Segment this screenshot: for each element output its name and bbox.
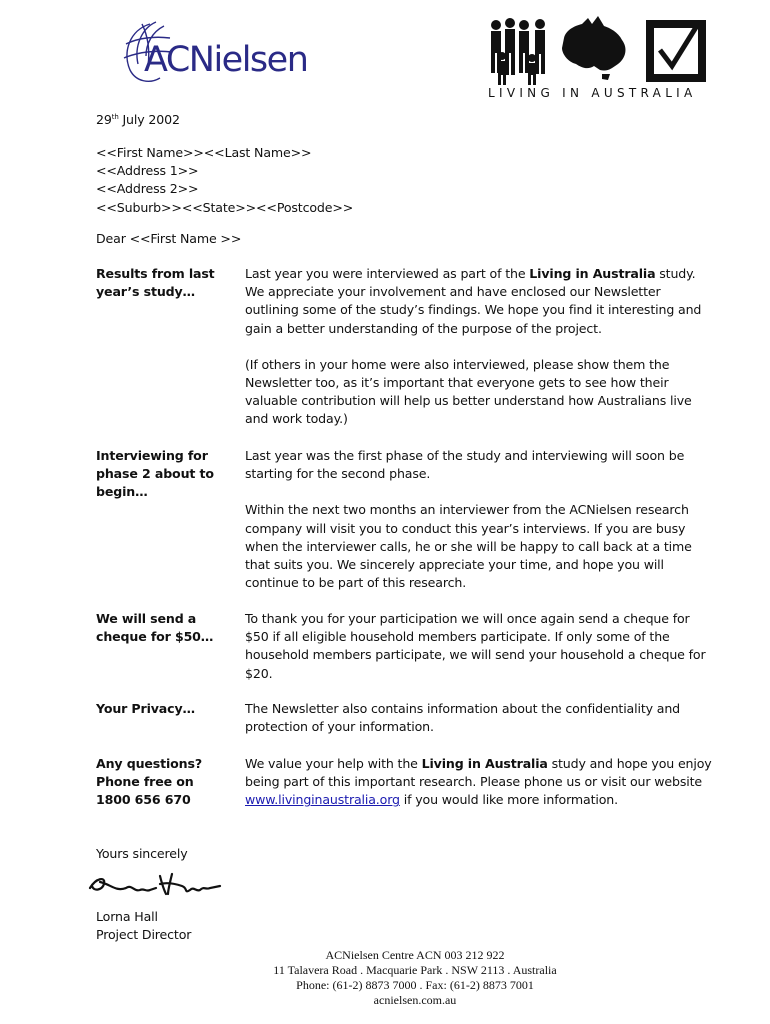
study-name: Living in Australia [421,756,548,771]
salutation: Dear <<First Name >> [96,231,242,246]
section-label-questions [96,755,236,810]
company-footer [0,948,770,1008]
section-label-privacy [96,700,236,718]
label-line: begin… [96,484,148,500]
footer-line: ACNielsen Centre ACN 003 212 922 [325,948,505,962]
label-line: cheque for $50… [96,629,214,645]
address-line: <<Address 1>> [96,163,199,179]
label-line: phase 2 about to [96,466,214,482]
signer-block [96,908,191,944]
date-day: 29 [96,112,112,128]
paragraph: Within the next two months an interviewer from the ACNielsen research company will visit you to conduct this year’s interviews. If you are busy when the interviewer calls, he or she will be happy to call back at a time that suits you. We sincerely appreciate your time, and hope you will continue to be part of this research. [245,502,692,591]
paragraph: (If others in your home were also interviewed, please show them the Newsletter too, as it’s important that everyone gets to see how their valuable contribution will help us better understand how Australians live and work today.) [245,356,692,427]
brand-name: ACNielsen [144,40,308,80]
label-line: We will send a [96,611,197,626]
paragraph: Last year was the first phase of the study and interviewing will soon be starting for the second phase. [245,448,685,482]
address-line: <<First Name>><<Last Name>> [96,145,312,160]
section-body-privacy [245,700,715,736]
closing: Yours sincerely [96,846,188,861]
paragraph: To thank you for your participation we will once again send a cheque for $50 if all eligible household members participate. If only some of the household members participate, we will send your household a cheque for $20. [245,611,706,681]
date-rest: July 2002 [118,112,180,128]
living-caption: LIVING IN AUSTRALIA [488,86,697,100]
label-line: Your Privacy… [96,701,195,716]
text-run: study and hope you enjoy being part of this important research. Please phone us or visit our website [245,756,712,790]
label-line: Results from last [96,266,215,281]
date-suffix: th [111,113,119,121]
australia-map-icon [558,14,630,80]
footer-line: 11 Talavera Road . Macquarie Park . NSW 2113 . Australia [273,963,557,977]
address-line: <<Address 2>> [96,181,199,197]
signer-name: Lorna Hall [96,909,158,924]
website-link[interactable]: www.livinginaustralia.org [245,792,400,808]
section-label-cheque [96,610,236,646]
section-body-cheque [245,610,715,683]
checkbox-tick-icon [646,20,706,82]
label-line: 1800 656 670 [96,792,191,808]
signer-title: Project Director [96,927,192,943]
address-line: <<Suburb>><<State>><<Postcode>> [96,199,354,215]
acnielsen-logo [120,18,320,88]
paragraph [245,265,715,338]
paragraph [245,755,715,810]
section-label-results [96,265,236,301]
section-body-questions [245,755,715,810]
label-line: Phone free on [96,774,194,790]
section-body-results [245,265,715,429]
footer-line: acnielsen.com.au [373,993,457,1007]
section-label-interviewing [96,447,236,502]
label-line: year’s study… [96,284,196,300]
text-run: Last year you were interviewed as part of the [245,266,530,281]
people-group-icon [486,16,552,86]
address-block [96,144,353,217]
footer-line: Phone: (61-2) 8873 7000 . Fax: (61-2) 8873 7001 [296,978,534,992]
label-line: Any questions? [96,756,202,771]
living-in-australia-logo [486,14,708,102]
paragraph: The Newsletter also contains information about the confidentiality and protection of your information. [245,701,681,735]
text-run: study. We appreciate your involvement and have enclosed our Newsletter outlining some of the study’s findings. We hope you find it interesting and gain a better understanding of the purpose of the project. [245,266,702,336]
text-run: We value your help with the [245,756,422,771]
text-run: if you would like more information. [399,792,618,808]
signature-image [86,870,226,900]
letter-date [96,108,180,129]
section-body-interviewing [245,447,715,592]
study-name: Living in Australia [529,266,656,281]
label-line: Interviewing for [96,448,208,463]
